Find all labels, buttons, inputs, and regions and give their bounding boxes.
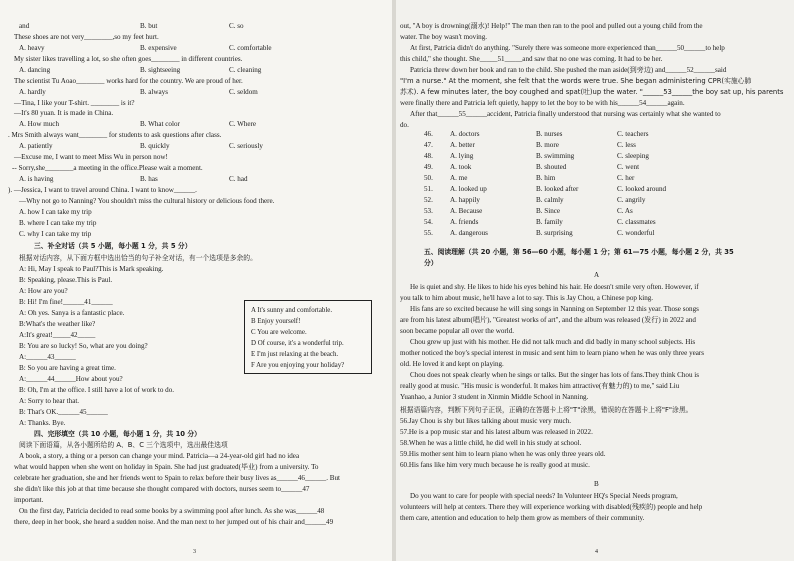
text-line: A:______43______ — [19, 353, 76, 361]
cloze-option: B. swimming — [536, 152, 575, 160]
passage-a-line: 60.His fans like him very much because he is really good at music. — [400, 461, 590, 469]
passage-a-line: mother noticed the boy's special interest in music and sent him to learn piano when he was only three years — [400, 349, 705, 357]
text-line: B. always — [140, 88, 168, 96]
text-line: On the first day, Patricia decided to read some books by a swimming pool after lunch. As she was______48 — [19, 507, 325, 515]
text-line: water. The boy wasn't moving. — [400, 33, 488, 41]
text-line: 根据对话内容，从下面方框中选出恰当的句子补全对话，有一个选项是多余的。 — [19, 254, 257, 262]
passage-b-line: B — [594, 480, 599, 488]
right-page — [396, 0, 794, 561]
question-number: 53. — [424, 207, 433, 215]
question-number: 46. — [424, 130, 433, 138]
text-line: C. Where — [229, 120, 257, 128]
passage-a-line: 56.Jay Chou is shy but likes talking about music very much. — [400, 417, 572, 425]
text-line: A: Oh yes. Sanya is a fantastic place. — [19, 309, 125, 317]
text-line: B: Speaking, please.This is Paul. — [19, 276, 113, 284]
text-line: A. dancing — [19, 66, 51, 74]
text-line: B:What's the weather like? — [19, 320, 96, 328]
text-line: A book, a story, a thing or a person can change your mind. Patricia—a 24-year-old girl had no idea — [19, 452, 300, 460]
dialogue-option: D Of course, it's a wonderful trip. — [251, 340, 344, 347]
text-line: important. — [14, 496, 44, 504]
text-line: C. seriously — [229, 142, 263, 150]
cloze-option: B. more — [536, 141, 559, 149]
text-line: B. expensive — [140, 44, 177, 52]
text-line: C. cleaning — [229, 66, 262, 74]
text-line: C. had — [229, 175, 248, 183]
passage-a-line: Yuanhao, a Junior 3 student in Xinmin Middle School in Nanning. — [400, 393, 589, 401]
text-line: A. how I can take my trip — [19, 208, 92, 216]
passage-b-line: Do you want to care for people with special needs? In Volunteer HQ's Special Needs program, — [410, 492, 678, 500]
text-line: "I'm a nurse." At the moment, she felt that the words were true. She began administering CPR(实施心肺 — [400, 77, 752, 85]
cloze-option: B. surprising — [536, 229, 573, 237]
text-line: B. What color — [140, 120, 180, 128]
cloze-option: C. wonderful — [617, 229, 655, 237]
passage-a-line: old. He loved it and kept on playing. — [400, 360, 504, 368]
text-line: —Tina, I like your T-shirt. ________ is it? — [14, 99, 135, 107]
text-line: she didn't like this job at that time because she thought compared with doctors, nurses seem to______47 — [14, 485, 310, 493]
cloze-option: A. dangerous — [450, 229, 488, 237]
cloze-option: B. Since — [536, 207, 561, 215]
passage-a-line: 57.He is a pop music star and his latest album was released in 2022. — [400, 428, 593, 436]
text-line: 苏术). A few minutes later, the boy coughed and spat(吐)up the water. "______53______the boy sat up, his parents — [400, 88, 784, 96]
text-line: A:______44______How about you? — [19, 375, 123, 383]
passage-a-line: He is quiet and shy. He likes to hide his eyes behind his hair. He doesn't smile very often. However, if — [410, 283, 699, 291]
question-number: 51. — [424, 185, 433, 193]
text-line: The scientist Tu Aoao________ works hard for the country. We are proud of her. — [14, 77, 243, 85]
cloze-option: B. nurses — [536, 130, 563, 138]
text-line: what would happen when she went on holiday in Spain. She had just graduated(毕业) from a university. To — [14, 463, 319, 471]
page-number: 4 — [595, 549, 598, 555]
text-line: . Mrs Smith always want________ for students to ask questions after class. — [8, 131, 222, 139]
text-line: —Why not go to Nanning? You shouldn't miss the cultural history or delicious food there. — [19, 197, 275, 205]
passage-a-line: Chou does not speak clearly when he sings or talks. But the singer has lots of fans.They think Chou is — [410, 371, 700, 379]
text-line: were finally there and Patricia left quietly, happy to let the boy to be with his______54______again. — [400, 99, 685, 107]
text-line: My sister likes travelling a lot, so she often goes________ in different countries. — [14, 55, 243, 63]
question-number: 47. — [424, 141, 433, 149]
text-line: B. sightseeing — [140, 66, 181, 74]
text-line: At first, Patricia didn't do anything. "Surely there was someone more experienced than______50______to help — [410, 44, 725, 52]
cloze-option: B. shouted — [536, 163, 567, 171]
passage-a-line: you talk to him about music, he'll have a lot to say. This is Jay Chou, a Chinese pop king. — [400, 294, 654, 302]
cloze-option: C. angrily — [617, 196, 646, 204]
text-line: C. why I can take my trip — [19, 230, 92, 238]
text-line: A:It's great!_____42_____ — [19, 331, 96, 339]
text-line: These shoes are not very________,so my feet hurt. — [14, 33, 159, 41]
cloze-option: A. looked up — [450, 185, 487, 193]
text-line: B: Oh, I'm at the office. I still have a lot of work to do. — [19, 386, 175, 394]
cloze-option: C. less — [617, 141, 636, 149]
text-line: 阅读下面语篇，从各小题所给的 A、B、C 三个选项中，选出最佳选项 — [19, 441, 228, 449]
cloze-option: A. happily — [450, 196, 480, 204]
text-line: there, deep in her book, she heard a sudden noise. And the man next to her jumped out of his chair and______49 — [14, 518, 334, 526]
text-line: and — [19, 22, 30, 30]
text-line: B: Hi! I'm fine!______41______ — [19, 298, 113, 306]
passage-a-line: 根据语篇内容，判断下列句子正误，正确的在答题卡上将"T"涂黑，错误的在答题卡上将"F"涂黑。 — [400, 406, 693, 414]
cloze-option: A. doctors — [450, 130, 480, 138]
text-line: Patricia threw down her book and ran to the child. She pushed the man aside(到旁边) and______52______said — [410, 66, 727, 74]
text-line: B: So you are having a great time. — [19, 364, 116, 372]
text-line: B. but — [140, 22, 158, 30]
passage-a-line: soon became popular all over the world. — [400, 327, 515, 335]
question-number: 55. — [424, 229, 433, 237]
question-number: 54. — [424, 218, 433, 226]
cloze-option: C. classmates — [617, 218, 656, 226]
cloze-option: B. him — [536, 174, 556, 182]
cloze-option: C. As — [617, 207, 633, 215]
text-line: this child," she thought. She_____51_____and saw that no one was coming. It had to be her. — [400, 55, 663, 63]
text-line: B: That's OK.______45______ — [19, 408, 108, 416]
text-line: A: How are you? — [19, 287, 68, 295]
passage-a-line: Chou grew up just with his mother. He did not talk much and did badly in many school subjects. His — [410, 338, 696, 346]
cloze-option: B. looked after — [536, 185, 579, 193]
text-line: C. so — [229, 22, 244, 30]
text-line: A: Sorry to hear that. — [19, 397, 80, 405]
cloze-option: C. looked around — [617, 185, 667, 193]
text-line: B. has — [140, 175, 158, 183]
passage-a-line: really good at music. "His music is wonderful. It makes him attractive(有魅力的) to me," said Liu — [400, 382, 680, 390]
section-heading: 分） — [424, 259, 438, 267]
dialogue-option: C You are welcome. — [251, 329, 307, 336]
cloze-option: A. Because — [450, 207, 483, 215]
cloze-option: C. her — [617, 174, 635, 182]
text-line: C. comfortable — [229, 44, 272, 52]
cloze-option: A. took — [450, 163, 472, 171]
text-line: out, "A boy is drowning(溺水)! Help!" The man then ran to the pool and pulled out a young child from the — [400, 22, 703, 30]
section-heading: 四、完形填空（共 10 小题，每小题 1 分，共 10 分） — [34, 430, 201, 438]
passage-b-line: volunteers will help at centers. There they will experience working with disabled(残疾的) people and help — [400, 503, 703, 511]
section-heading: 五、阅读理解（共 20 小题，第 56—60 小题，每小题 1 分；第 61—75 小题，每小题 2 分，共 35 — [424, 248, 734, 256]
cloze-option: A. me — [450, 174, 468, 182]
passage-a-line: 59.His mother sent him to learn piano when he was only three years old. — [400, 450, 606, 458]
dialogue-option: F Are you enjoying your holiday? — [251, 362, 345, 369]
section-heading: 三、补全对话（共 5 小题，每小题 1 分，共 5 分） — [34, 242, 192, 250]
text-line: -- Sorry,she________a meeting in the office.Please wait a moment. — [12, 164, 203, 172]
cloze-option: C. went — [617, 163, 640, 171]
dialogue-options-box — [244, 300, 372, 374]
text-line: A. How much — [19, 120, 59, 128]
passage-b-line: them care, attention and education to help them grow as members of their community. — [400, 514, 645, 522]
text-line: After that______55______accident, Patricia finally understood that nursing was certainly what she wanted to — [410, 110, 721, 118]
text-line: A. hardly — [19, 88, 46, 96]
passage-a-line: His fans are so excited because he will sing songs in Nanning on September 12 this year. Those songs — [410, 305, 699, 313]
cloze-option: A. friends — [450, 218, 479, 226]
cloze-option: A. lying — [450, 152, 474, 160]
text-line: B. quickly — [140, 142, 170, 150]
dialogue-option: A It's sunny and comfortable. — [251, 307, 333, 314]
text-line: ). —Jessica, I want to travel around China. I want to know______. — [8, 186, 197, 194]
passage-a-line: are from his latest album(唱片), "Greatest works of art", and the album was released (发行) in 2022 and — [400, 316, 696, 324]
question-number: 52. — [424, 196, 433, 204]
text-line: B: You are so lucky! So, what are you doing? — [19, 342, 148, 350]
cloze-option: C. teachers — [617, 130, 649, 138]
dialogue-option: B Enjoy yourself! — [251, 318, 301, 325]
text-line: A. is having — [19, 175, 54, 183]
text-line: A. patiently — [19, 142, 53, 150]
cloze-option: B. calmly — [536, 196, 564, 204]
text-line: do. — [400, 121, 409, 129]
text-line: —Excuse me, I want to meet Miss Wu in person now! — [14, 153, 168, 161]
text-line: A. heavy — [19, 44, 45, 52]
page-number: 3 — [193, 549, 196, 555]
dialogue-option: E I'm just relaxing at the beach. — [251, 351, 339, 358]
cloze-option: A. better — [450, 141, 475, 149]
text-line: celebrate her graduation, she and her friends went to Spain to relax before their busy lives as______46______. But — [14, 474, 341, 482]
text-line: A: Thanks. Bye. — [19, 419, 66, 427]
text-line: —It's 80 yuan. It is made in China. — [14, 109, 114, 117]
question-number: 50. — [424, 174, 433, 182]
text-line: A: Hi, May I speak to Paul?This is Mark speaking. — [19, 265, 164, 273]
cloze-option: B. family — [536, 218, 563, 226]
question-number: 49. — [424, 163, 433, 171]
question-number: 48. — [424, 152, 433, 160]
text-line: C. seldom — [229, 88, 258, 96]
passage-a-line: 58.When he was a little child, he did well in his study at school. — [400, 439, 582, 447]
text-line: B. where I can take my trip — [19, 219, 97, 227]
left-page — [0, 0, 392, 561]
cloze-option: C. sleeping — [617, 152, 649, 160]
passage-a-line: A — [594, 271, 600, 279]
